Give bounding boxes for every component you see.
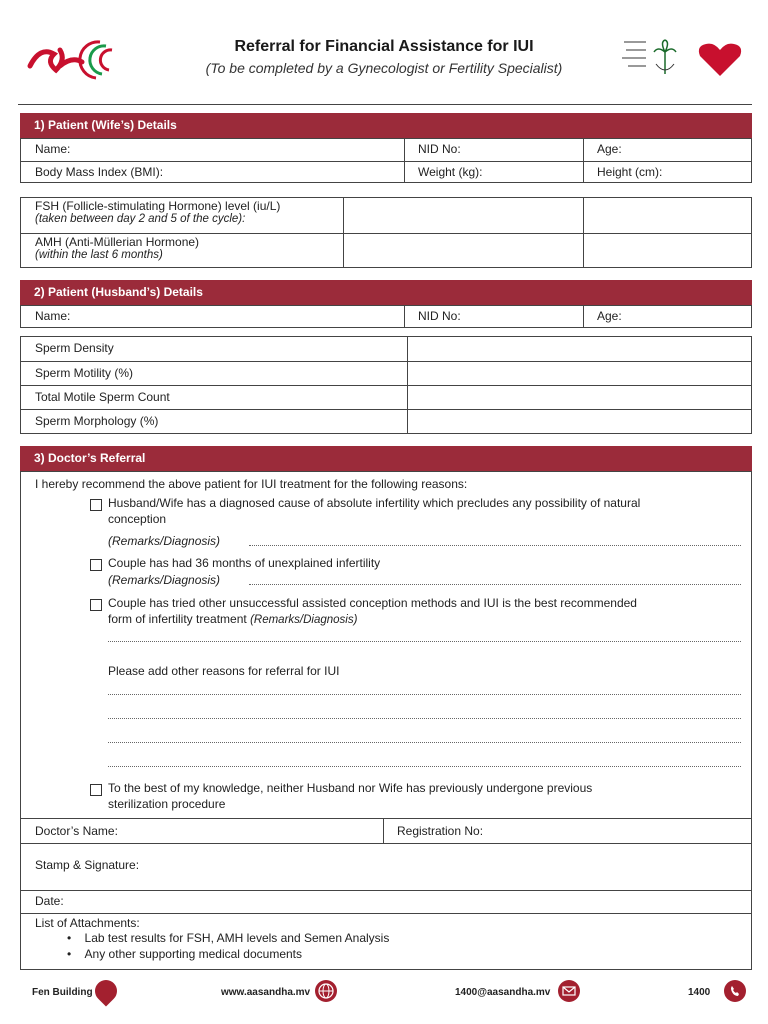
attachment-item: • Any other supporting medical documents [67, 947, 302, 961]
reason3-checkbox[interactable] [90, 599, 102, 611]
other-reasons-line-4[interactable] [108, 766, 741, 767]
hormone-table [20, 197, 752, 268]
footer-phone[interactable]: 1400 [688, 987, 711, 998]
wife-height-field[interactable]: Height (cm): [597, 165, 663, 179]
amh-note: (within the last 6 months) [35, 249, 163, 261]
husband-details-table [20, 305, 752, 328]
reason1-remarks-label: (Remarks/Diagnosis) [108, 534, 221, 548]
other-reasons-line-3[interactable] [108, 742, 741, 743]
section1-heading: 1) Patient (Wife’s) Details [20, 113, 752, 138]
sperm-motility-field[interactable] [407, 362, 751, 385]
wife-weight-field[interactable]: Weight (kg): [418, 165, 483, 179]
husband-name-field[interactable]: Name: [35, 309, 71, 323]
reason3-remarks-line[interactable] [108, 641, 741, 642]
sperm-motility-label: Sperm Motility (%) [35, 366, 134, 380]
page-title: Referral for Financial Assistance for IUI [234, 38, 534, 55]
footer-email[interactable]: 1400@aasandha.mv [455, 987, 551, 998]
wife-details-table [20, 138, 752, 183]
reason2-remarks-label: (Remarks/Diagnosis) [108, 573, 221, 587]
attachment-item: • Lab test results for FSH, AMH levels and Semen Analysis [67, 931, 390, 945]
fsh-value-field[interactable] [343, 198, 581, 233]
header-divider [18, 104, 752, 105]
phone-icon [724, 980, 746, 1002]
wife-nid-field[interactable]: NID No: [418, 142, 461, 156]
reason2-text: Couple has had 36 months of unexplained infertility [108, 556, 381, 570]
wife-age-field[interactable]: Age: [597, 142, 622, 156]
section3-heading: 3) Doctor’s Referral [20, 446, 752, 471]
section2-heading: 2) Patient (Husband’s) Details [20, 280, 752, 305]
wife-name-field[interactable]: Name: [35, 142, 71, 156]
wife-bmi-field[interactable]: Body Mass Index (BMI): [35, 165, 164, 179]
sperm-density-field[interactable] [407, 337, 751, 361]
other-reasons-line-1[interactable] [108, 694, 741, 695]
reason2-checkbox[interactable] [90, 559, 102, 571]
reason1-checkbox[interactable] [90, 499, 102, 511]
reason3-remarks-label: (Remarks/Diagnosis) [250, 614, 358, 626]
reason1-text-line2: conception [108, 512, 167, 526]
amh-extra-field[interactable] [583, 234, 751, 267]
page-subtitle: (To be completed by a Gynecologist or Fertility Specialist) [205, 60, 563, 76]
stamp-signature-field[interactable]: Stamp & Signature: [35, 858, 140, 872]
fsh-extra-field[interactable] [583, 198, 751, 233]
envelope-icon [558, 980, 580, 1002]
reason1-remarks-line[interactable] [249, 545, 741, 546]
doctor-name-field[interactable]: Doctor’s Name: [35, 824, 118, 838]
other-reasons-line-2[interactable] [108, 718, 741, 719]
referral-intro: I hereby recommend the above patient for IUI treatment for the following reasons: [35, 477, 468, 491]
date-field[interactable]: Date: [35, 894, 64, 908]
reason2-remarks-line[interactable] [249, 584, 741, 585]
motile-count-field[interactable] [407, 386, 751, 409]
sperm-analysis-table [20, 336, 752, 434]
motile-count-label: Total Motile Sperm Count [35, 390, 170, 404]
attachments-label: List of Attachments: [35, 916, 140, 930]
footer-website[interactable]: www.aasandha.mv [221, 987, 311, 998]
amh-value-field[interactable] [343, 234, 581, 267]
amh-label: AMH (Anti-Müllerian Hormone) [35, 235, 200, 249]
reason3-text-line1: Couple has tried other unsuccessful assisted conception methods and IUI is the best recommended [108, 596, 637, 610]
sperm-morphology-label: Sperm Morphology (%) [35, 414, 159, 428]
other-reasons-label: Please add other reasons for referral for IUI [108, 664, 340, 678]
sterilization-text-line1: To the best of my knowledge, neither Husband nor Wife has previously undergone previous [108, 781, 593, 795]
registration-no-field[interactable]: Registration No: [397, 824, 484, 838]
footer-building: Fen Building [32, 987, 93, 998]
reason3-text-line2: form of infertility treatment [108, 612, 247, 626]
reason1-text-line1: Husband/Wife has a diagnosed cause of absolute infertility which precludes any possibility of natural [108, 496, 641, 510]
husband-nid-field[interactable]: NID No: [418, 309, 461, 323]
sperm-density-label: Sperm Density [35, 341, 114, 355]
sterilization-text-line2: sterilization procedure [108, 797, 226, 811]
sperm-morphology-field[interactable] [407, 410, 751, 433]
location-pin-icon [90, 975, 121, 1006]
sterilization-checkbox[interactable] [90, 784, 102, 796]
globe-icon [315, 980, 337, 1002]
husband-age-field[interactable]: Age: [597, 309, 622, 323]
doctor-referral-box [20, 471, 752, 970]
fsh-label: FSH (Follicle-stimulating Hormone) level (iu/L) [35, 199, 281, 213]
fsh-note: (taken between day 2 and 5 of the cycle): [35, 213, 246, 225]
